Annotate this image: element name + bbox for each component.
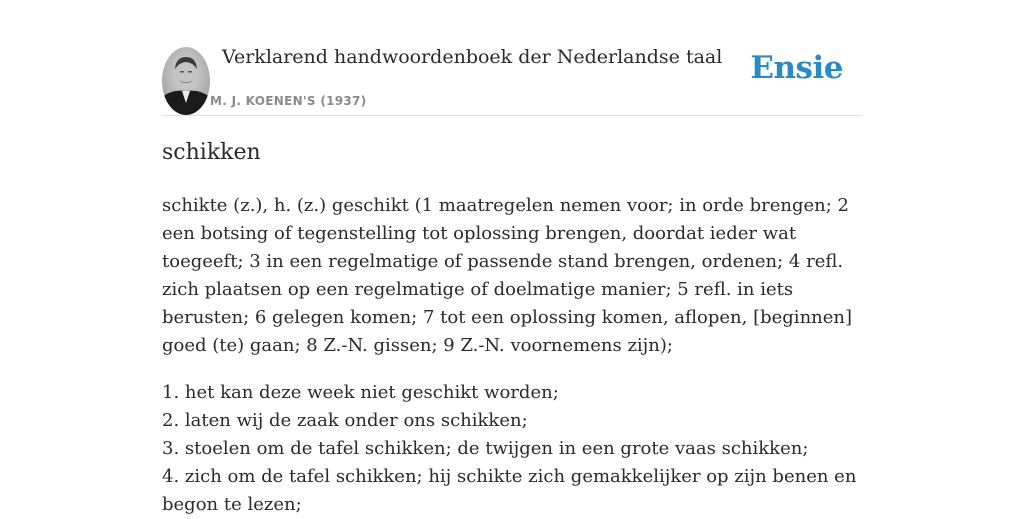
- author-portrait: [162, 47, 210, 115]
- brand-logo[interactable]: Ensie: [750, 50, 843, 86]
- headword: schikken: [162, 140, 261, 165]
- example-item: 1. het kan deze week niet geschikt worden;: [162, 382, 559, 403]
- portrait-icon: [162, 47, 210, 115]
- example-item: 2. laten wij de zaak onder ons schikken;: [162, 410, 528, 431]
- example-item: 4. zich om de tafel schikken; hij schikte zich gemakkelijker op zijn benen en begon te lezen;: [162, 466, 857, 515]
- book-title: Verklarend handwoordenboek der Nederlandse taal: [222, 46, 723, 68]
- page-container: [162, 0, 862, 515]
- book-header: [162, 0, 862, 116]
- book-subtitle: M. J. KOENEN'S (1937): [210, 94, 367, 108]
- definition-text: schikte (z.), h. (z.) geschikt (1 maatregelen nemen voor; in orde brengen; 2 een botsing of tegenstelling tot oplossing brengen, doordat ieder wat toegeeft; 3 in een regelmatige of passende stand brengen, ordenen; 4 refl. zich plaatsen op een regelmatige of doelmatige manier; 5 refl. in iets berusten; 6 gelegen komen; 7 tot een oplossing komen, aflopen, [beginnen] goed (te) gaan; 8 Z.-N. gissen; 9 Z.-N. voornemens zijn);: [162, 195, 853, 356]
- examples-list: [162, 379, 862, 519]
- example-item: 3. stoelen om de tafel schikken; de twijgen in een grote vaas schikken;: [162, 438, 809, 459]
